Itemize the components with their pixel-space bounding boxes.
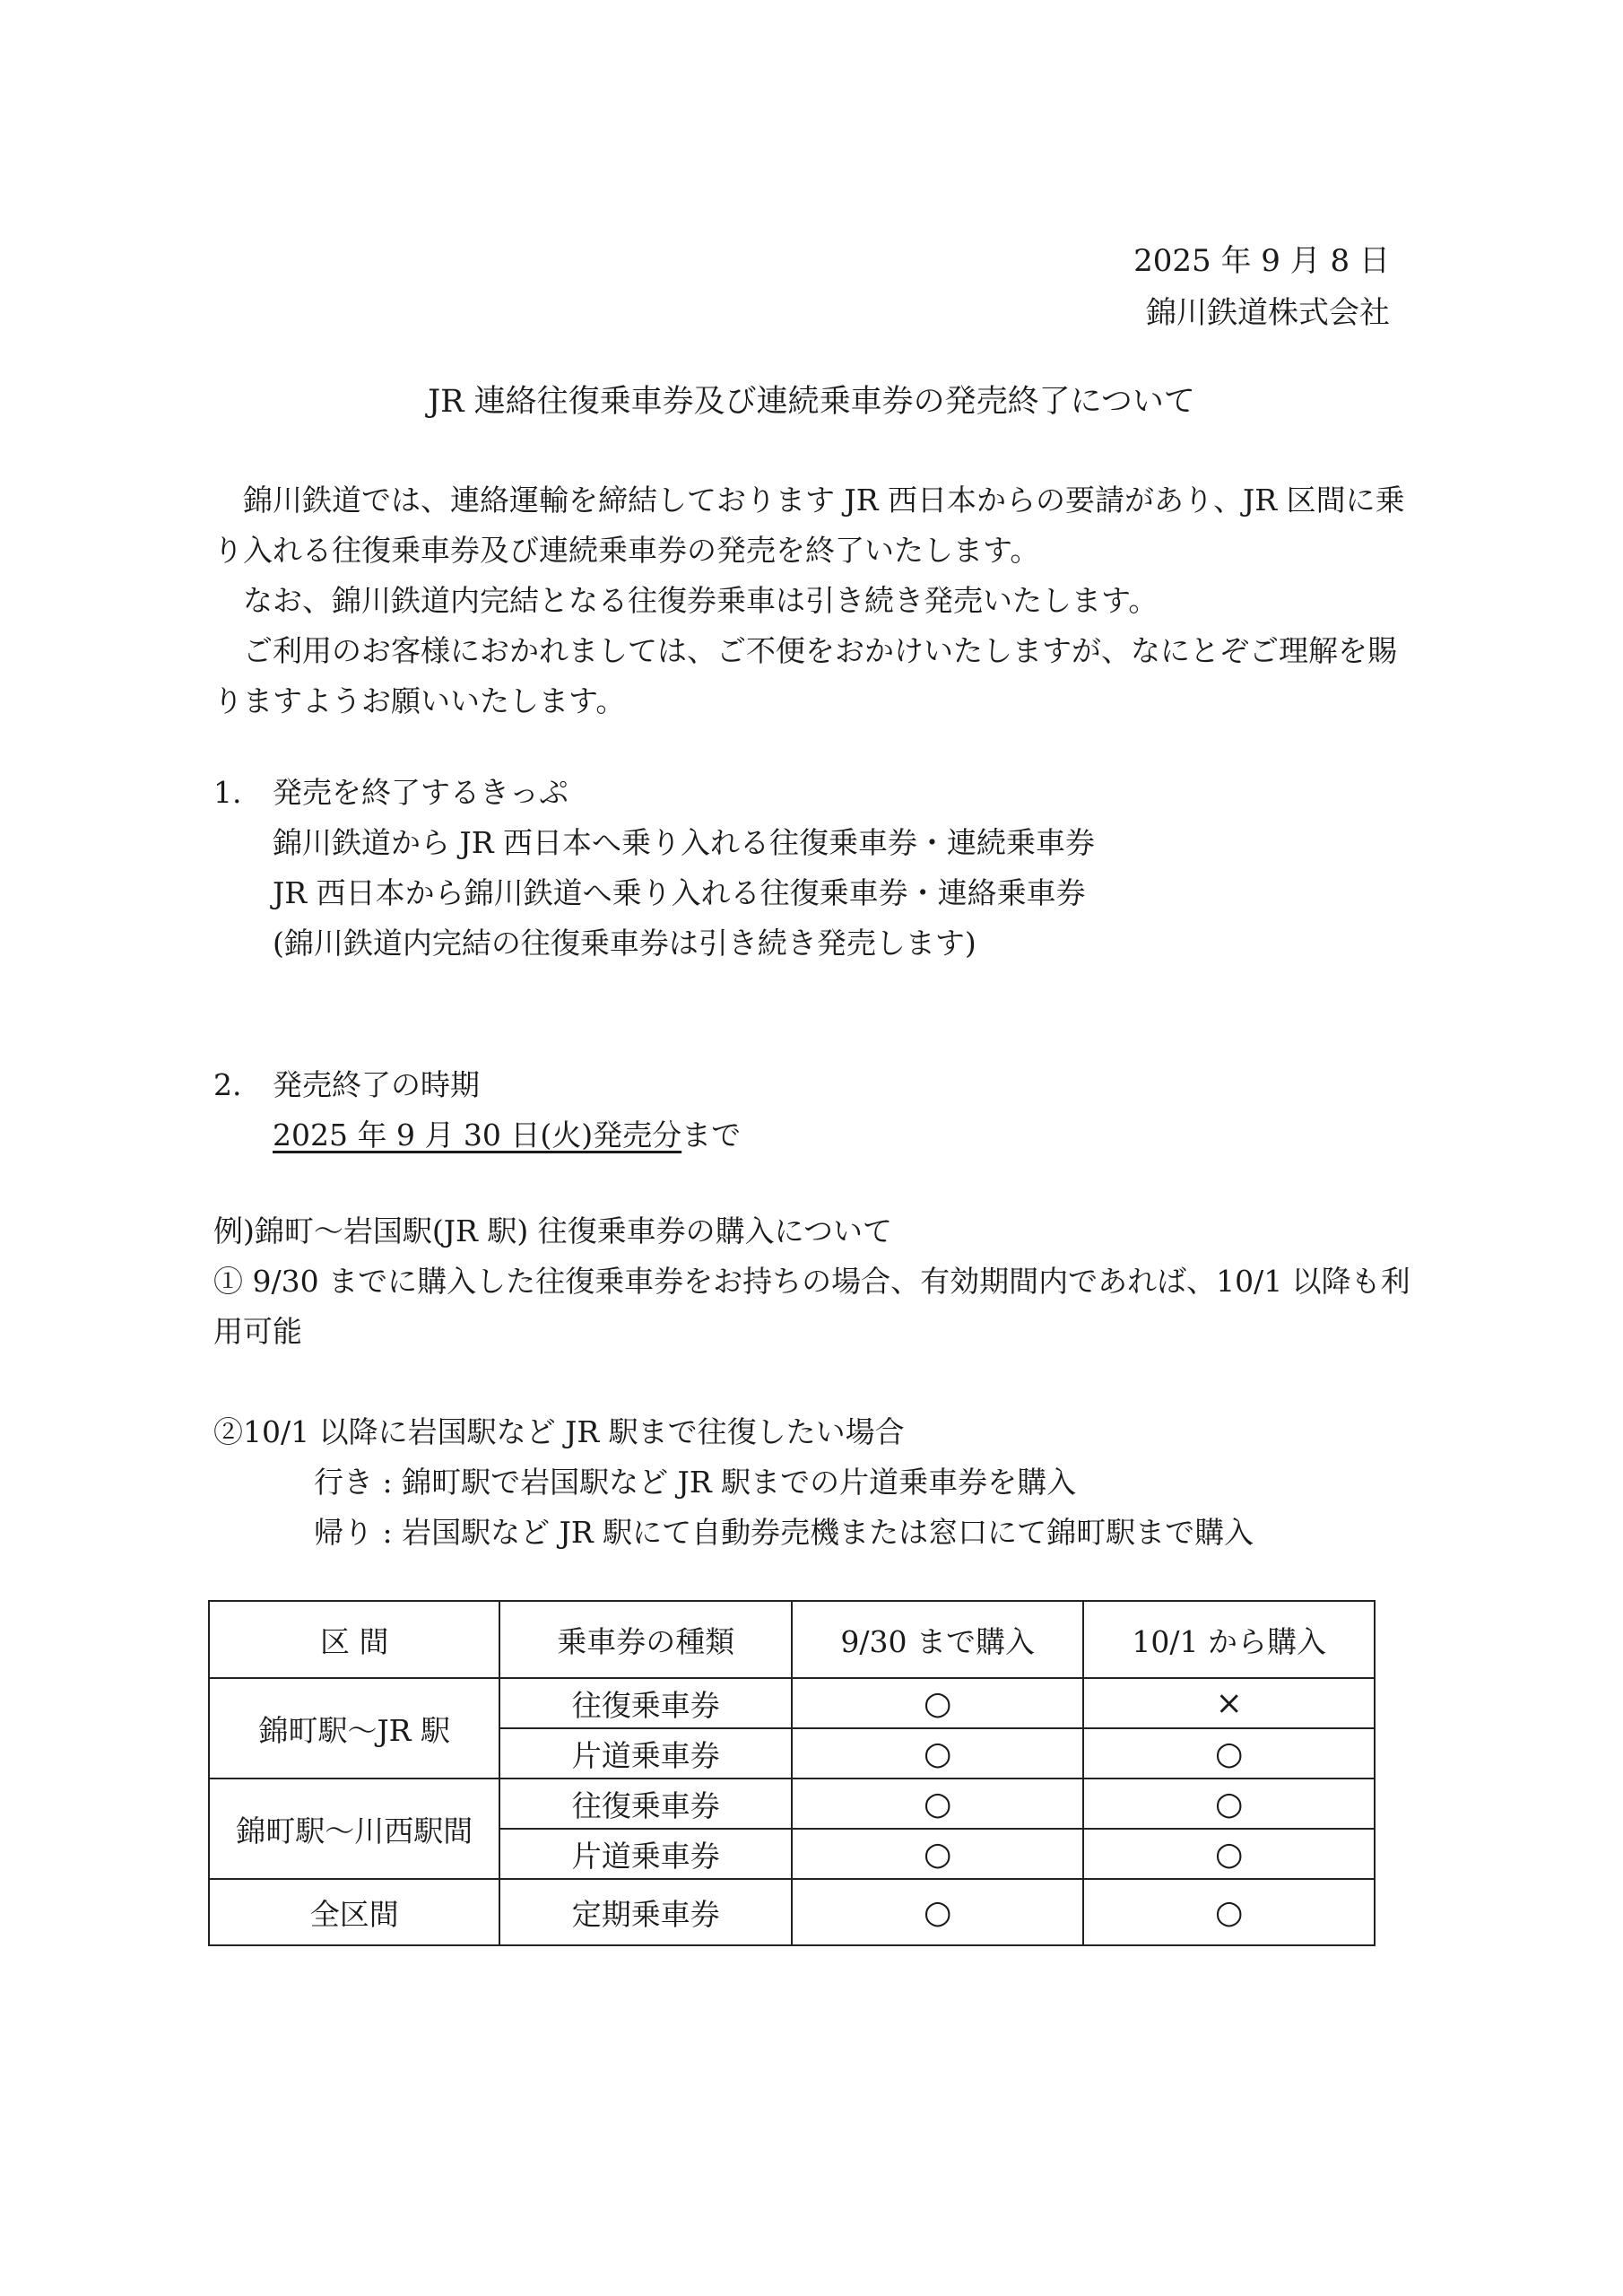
example-return: 帰り : 岩国駅など JR 駅にて自動券売機または窓口にて錦町駅まで購入	[314, 1515, 1254, 1550]
end-date-suffix: まで	[681, 1118, 742, 1152]
after-cell: ○	[1083, 1879, 1375, 1945]
header-ticket-type: 乗車券の種類	[499, 1601, 791, 1678]
spacer	[213, 1357, 1415, 1407]
document-title: JR 連絡往復乗車券及び連続乗車券の発売終了について	[428, 384, 1195, 420]
section-cell: 錦町駅～JR 駅	[209, 1678, 499, 1779]
example-title: 例)錦町～岩国駅(JR 駅) 往復乗車券の購入について	[213, 1213, 893, 1248]
company-name: 錦川鉄道株式会社	[1146, 295, 1390, 331]
ticket-type-cell: 往復乗車券	[499, 1779, 791, 1829]
header-block	[1133, 235, 1390, 339]
ticket-type-cell: 定期乗車券	[499, 1879, 791, 1945]
after-cell: ○	[1083, 1728, 1375, 1779]
before-cell: ○	[792, 1829, 1084, 1879]
section-1-line-3: (錦川鉄道内完結の往復乗車券は引き続き発売します)	[273, 926, 976, 961]
body-text	[213, 475, 1408, 726]
paragraph-3: ご利用のお客様におかれましては、ご不便をおかけいたしますが、なにとぞご理解を賜りますようお願いいたします。	[213, 633, 1397, 718]
table-header-row	[209, 1601, 1375, 1678]
section-2-heading	[213, 1060, 1408, 1110]
section-2-number: 2.	[213, 1067, 242, 1102]
header-before: 9/30 まで購入	[792, 1601, 1084, 1678]
section-1-line-1: 錦川鉄道から JR 西日本へ乗り入れる往復乗車券・連続乗車券	[273, 825, 1096, 860]
table-row	[209, 1779, 1375, 1829]
section-1-title: 発売を終了するきっぷ	[273, 775, 568, 810]
ticket-type-cell: 往復乗車券	[499, 1678, 791, 1728]
after-cell: ○	[1083, 1829, 1375, 1879]
before-cell: ○	[792, 1879, 1084, 1945]
end-date-underlined: 2025 年 9 月 30 日(火)発売分	[273, 1118, 682, 1152]
section-2	[213, 1060, 1408, 1161]
table-row	[209, 1879, 1375, 1945]
example-case-2: ②10/1 以降に岩国駅など JR 駅まで往復したい場合	[213, 1414, 905, 1449]
section-cell: 錦町駅～川西駅間	[209, 1779, 499, 1879]
ticket-type-cell: 片道乗車券	[499, 1829, 791, 1879]
section-1-line-2: JR 西日本から錦川鉄道へ乗り入れる往復乗車券・連絡乗車券	[273, 875, 1086, 910]
before-cell: ○	[792, 1678, 1084, 1728]
section-1-number: 1.	[213, 775, 242, 810]
paragraph-2: なお、錦川鉄道内完結となる往復券乗車は引き続き発売いたします。	[243, 583, 1159, 618]
after-cell: ○	[1083, 1779, 1375, 1829]
example-case-1: ① 9/30 までに購入した往復乗車券をお持ちの場合、有効期間内であれば、10/1 以降も利用可能	[213, 1264, 1410, 1349]
example-block	[213, 1206, 1415, 1558]
section-1	[213, 768, 1408, 969]
table-row	[209, 1678, 1375, 1728]
section-2-title: 発売終了の時期	[273, 1067, 480, 1102]
section-2-date-line	[273, 1110, 1408, 1161]
section-cell: 全区間	[209, 1879, 499, 1945]
example-going: 行き : 錦町駅で岩国駅など JR 駅までの片道乗車券を購入	[314, 1465, 1077, 1500]
paragraph-1: 錦川鉄道では、連絡運輸を締結しております JR 西日本からの要請があり、JR 区間に乗り入れる往復乗車券及び連続乗車券の発売を終了いたします。	[213, 483, 1405, 568]
before-cell: ○	[792, 1779, 1084, 1829]
header-section: 区 間	[209, 1601, 499, 1678]
header-after: 10/1 から購入	[1083, 1601, 1375, 1678]
ticket-table	[208, 1600, 1376, 1946]
before-cell: ○	[792, 1728, 1084, 1779]
issue-date: 2025 年 9 月 8 日	[1133, 243, 1390, 279]
section-1-heading	[213, 768, 1408, 818]
after-cell: ×	[1083, 1678, 1375, 1728]
ticket-type-cell: 片道乗車券	[499, 1728, 791, 1779]
